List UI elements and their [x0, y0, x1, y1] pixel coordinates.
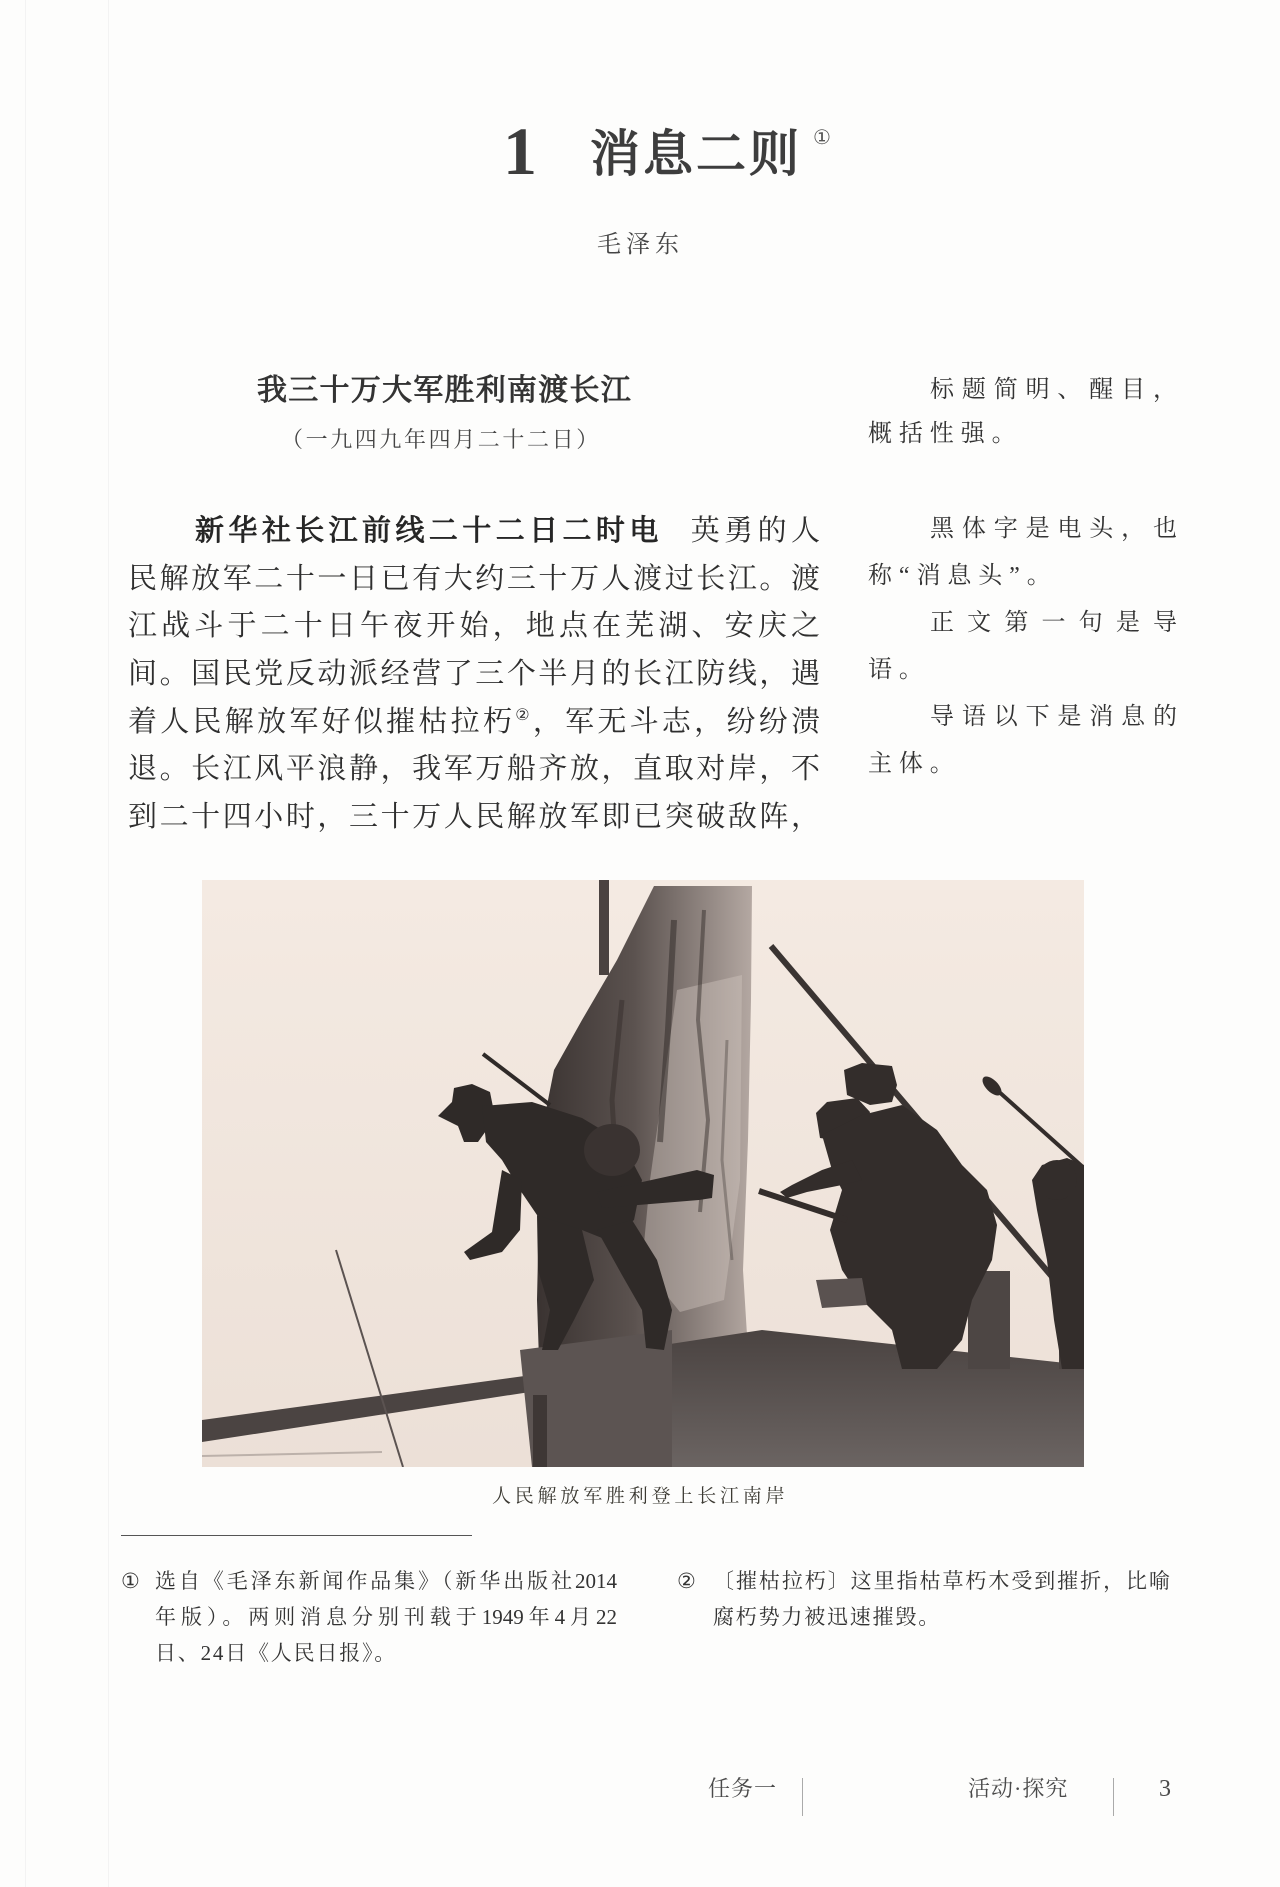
title-footnote-marker: ① — [813, 127, 831, 149]
footer-section-label: 任务一 — [708, 1776, 778, 1801]
body-text-segment: 到二十四小时，三十万人民解放军即已突破敌阵， — [128, 801, 820, 834]
margin-note-line: 正文第一句是导 — [930, 610, 1177, 636]
author-name: 毛泽东 — [597, 232, 684, 258]
scan-artifact-line — [25, 0, 26, 1887]
footnote-marker-2: ② — [677, 1569, 696, 1593]
body-text-segment: 退。长江风平浪静，我军万船齐放，直取对岸，不 — [128, 753, 820, 786]
body-line — [128, 603, 820, 651]
footnote-divider — [121, 1535, 472, 1536]
lesson-number: 1 — [503, 113, 537, 189]
footer-divider — [802, 1778, 803, 1816]
body-text-segment: 民解放军二十一日已有大约三十万人渡过长江。渡 — [128, 562, 820, 595]
margin-note-body — [868, 694, 1177, 788]
margin-note-line: 黑体字是电头，也 — [930, 516, 1177, 542]
margin-note-dateline — [868, 506, 1177, 600]
body-line — [128, 699, 820, 747]
photo-illustration — [202, 880, 1084, 1467]
footnote-line: 腐朽势力被迅速摧毁。 — [713, 1605, 941, 1629]
historical-photo — [202, 880, 1084, 1467]
photo-caption: 人民解放军胜利登上长江南岸 — [492, 1486, 789, 1507]
page-title: 消息二则 — [590, 126, 802, 182]
margin-note-line: 语。 — [868, 657, 930, 683]
footer-activity-label: 活动·探究 — [968, 1776, 1069, 1801]
body-line — [128, 508, 820, 556]
body-text-segment: 江战斗于二十日午夜开始，地点在芜湖、安庆之 — [128, 610, 820, 643]
article-headline: 我三十万大军胜利南渡长江 — [257, 374, 632, 407]
footnote-ref-2: ② — [515, 706, 533, 724]
footer-divider — [1113, 1778, 1114, 1816]
margin-note-line: 称“消息头”。 — [868, 563, 1058, 589]
body-text-segment: 英勇的人 — [690, 515, 820, 547]
footnote-line: 〔摧枯拉朽〕这里指枯草朽木受到摧折，比喻 — [713, 1569, 1170, 1593]
footnote-line: 年版）。两则消息分别刊载于1949年4月22 — [155, 1605, 617, 1629]
dateline-lead: 新华社长江前线二十二日二时电 — [195, 515, 663, 547]
article-body — [128, 508, 820, 842]
page-number: 3 — [1159, 1776, 1171, 1802]
margin-note-line: 概括性强。 — [868, 421, 1023, 447]
footnote-2 — [713, 1563, 1170, 1635]
body-line — [128, 794, 820, 842]
body-text-segment: 着人民解放军好似摧枯拉朽 — [128, 705, 516, 738]
article-date: （一九四九年四月二十二日） — [281, 427, 601, 452]
margin-note-lead — [868, 600, 1177, 694]
body-text-segment: 间。国民党反动派经营了三个半月的长江防线，遇 — [128, 658, 820, 691]
footnote-marker-1: ① — [121, 1569, 140, 1593]
margin-note-headline — [868, 368, 1177, 456]
scan-artifact-line — [108, 0, 109, 1887]
margin-note-line: 标题简明、醒目， — [930, 377, 1177, 403]
body-line — [128, 746, 820, 794]
footnote-line: 选自《毛泽东新闻作品集》（新华出版社2014 — [155, 1569, 617, 1593]
body-line — [128, 556, 820, 604]
body-line — [128, 651, 820, 699]
mast — [599, 880, 609, 975]
margin-note-line: 主体。 — [868, 751, 961, 777]
body-text-segment: ，军无斗志，纷纷溃 — [532, 705, 820, 738]
margin-note-line: 导语以下是消息的 — [930, 704, 1177, 730]
footnote-1 — [155, 1563, 617, 1671]
footnote-line: 日、24日《人民日报》。 — [155, 1641, 398, 1665]
